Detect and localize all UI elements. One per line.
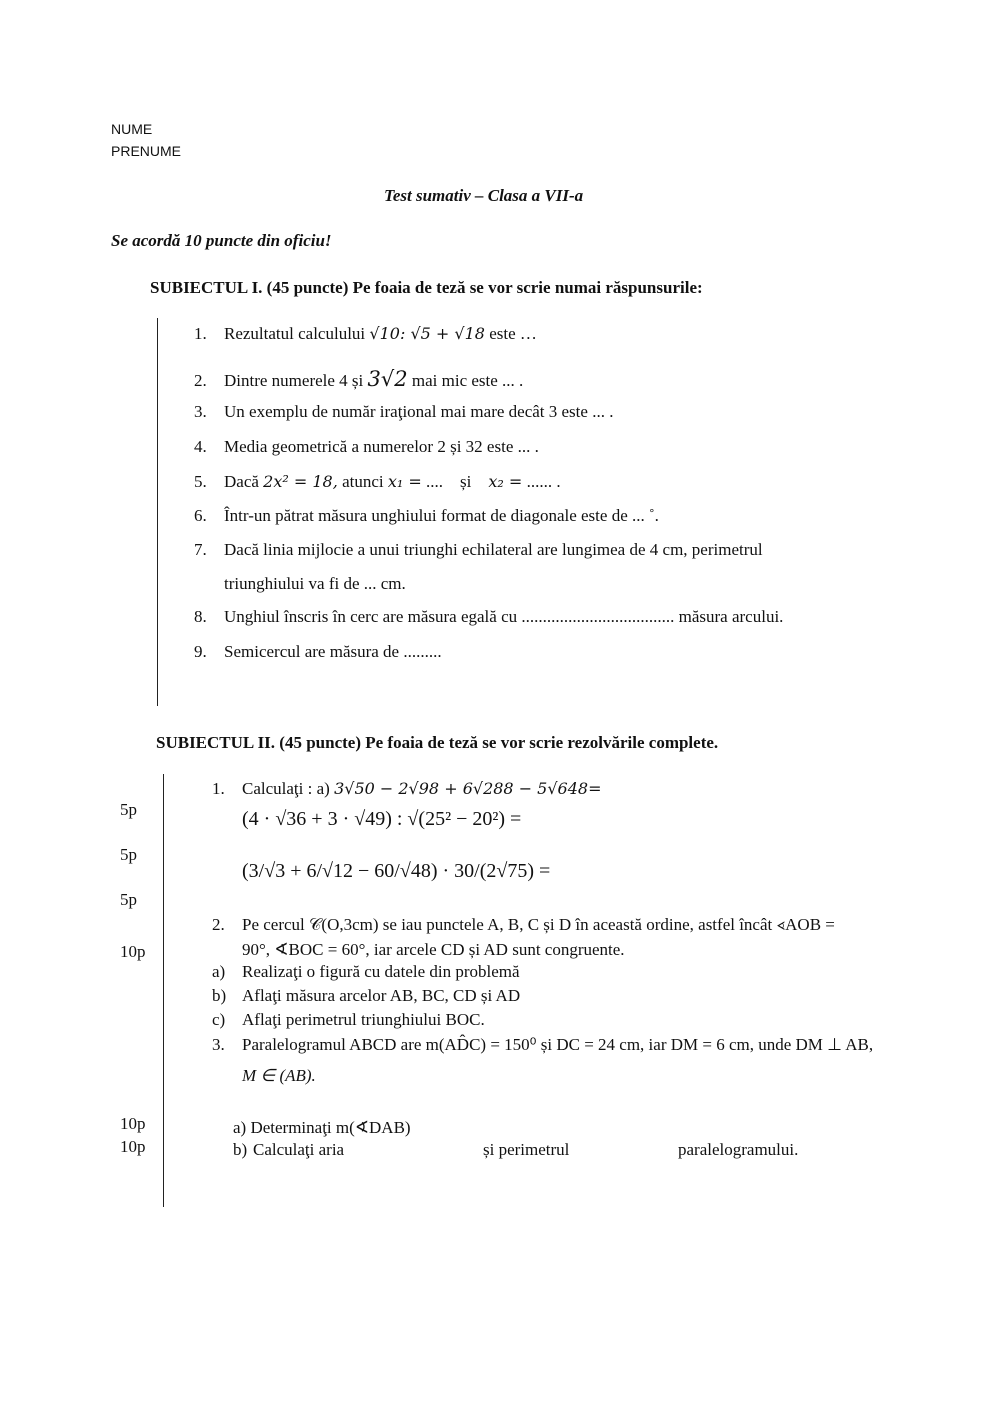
s2-p3-a: a) Determinaţi m(∢DAB) (233, 1118, 411, 1137)
s1-item-5: 5. Dacă 2x² = 18, atunci x₁ = .... și x₂ = ...... . (194, 472, 561, 491)
s2-p3-b-area: Calculaţi aria (253, 1140, 345, 1159)
points-1b: 5p (120, 845, 137, 864)
s2-p1-expr-b: (4 · √36 + 3 · √49) : √(25² − 20²) = (242, 808, 522, 830)
s2-p2-line1: 2. Pe cercul 𝒞(O,3cm) se iau punctele A, B, C și D în această ordine, astfel încât ∢AOB = (212, 915, 835, 934)
s2-p3-b-perimeter: și perimetrul (483, 1140, 570, 1159)
s2-p3-b-label: b) (233, 1140, 248, 1159)
s2-p3-line1: 3. Paralelogramul ABCD are m(AD̂C) = 150⁰ și DC = 24 cm, iar DM = 6 cm, unde DM ⊥ AB, (212, 1035, 874, 1054)
s1-item-2: 2. Dintre numerele 4 și 3√2 mai mic este ... . (194, 367, 524, 391)
s2-p3-b-tail: paralelogramului. (678, 1140, 799, 1159)
points-1a: 5p (120, 800, 137, 819)
surname-label: PRENUME (111, 143, 182, 159)
s1-item-2-math: 3√2 (367, 367, 408, 391)
s1-item-9: 9. Semicercul are măsura de ......... (194, 642, 442, 661)
s1-item-8: 8. Unghiul înscris în cerc are măsura egală cu .................................... măsura arcului. (194, 607, 784, 626)
s2-p1-expr-c: (3/√3 + 6/√12 − 60/√48) · 30/(2√75) = (242, 860, 551, 882)
s2-p3-line2: M ∈ (AB). (242, 1066, 316, 1085)
s1-item-4: 4. Media geometrică a numerelor 2 și 32 este ... . (194, 437, 539, 456)
points-2: 10p (120, 942, 146, 961)
s2-p2-c: c) Aflaţi perimetrul triunghiului BOC. (212, 1010, 485, 1029)
subject1-margin-line (157, 318, 158, 706)
s1-item-7: 7. Dacă linia mijlocie a unui triunghi echilateral are lungimea de 4 cm, perimetrul (194, 540, 763, 559)
name-label: NUME (111, 121, 153, 137)
s1-item-3: 3. Un exemplu de număr iraţional mai mare decât 3 este ... . (194, 402, 614, 421)
subject1-heading: SUBIECTUL I. (45 puncte) Pe foaia de teză se vor scrie numai răspunsurile: (150, 278, 703, 297)
subject2-margin-line (163, 774, 164, 1207)
s2-p2-line2: 90°, ∢BOC = 60°, iar arcele CD și AD sunt congruente. (242, 940, 625, 959)
s2-p2-a: a) Realizaţi o figură cu datele din problemă (212, 962, 520, 981)
s1-item-1: 1. Rezultatul calculului √10: √5 + √18 este … (194, 324, 537, 343)
page-title: Test sumativ – Clasa a VII-a (384, 186, 584, 205)
bonus-note: Se acordă 10 puncte din oficiu! (111, 231, 332, 250)
s1-item-7-line2: triunghiului va fi de ... cm. (224, 574, 406, 593)
s2-p2-b: b) Aflaţi măsura arcelor AB, BC, CD și AD (212, 986, 521, 1005)
points-1c: 5p (120, 890, 137, 909)
s2-p1-line-a: 1. Calculaţi : a) 3√50 − 2√98 + 6√288 − 5√648= (212, 779, 602, 798)
s1-item-6: 6. Într-un pătrat măsura unghiului format de diagonale este de ... ˚. (194, 506, 659, 525)
points-3a: 10p (120, 1114, 146, 1133)
s1-item-1-math: √10: √5 + √18 (369, 324, 485, 343)
points-3b: 10p (120, 1137, 146, 1156)
subject2-heading: SUBIECTUL II. (45 puncte) Pe foaia de teză se vor scrie rezolvările complete. (156, 733, 719, 752)
s2-p1-expr-a: 3√50 − 2√98 + 6√288 − 5√648= (334, 779, 602, 798)
